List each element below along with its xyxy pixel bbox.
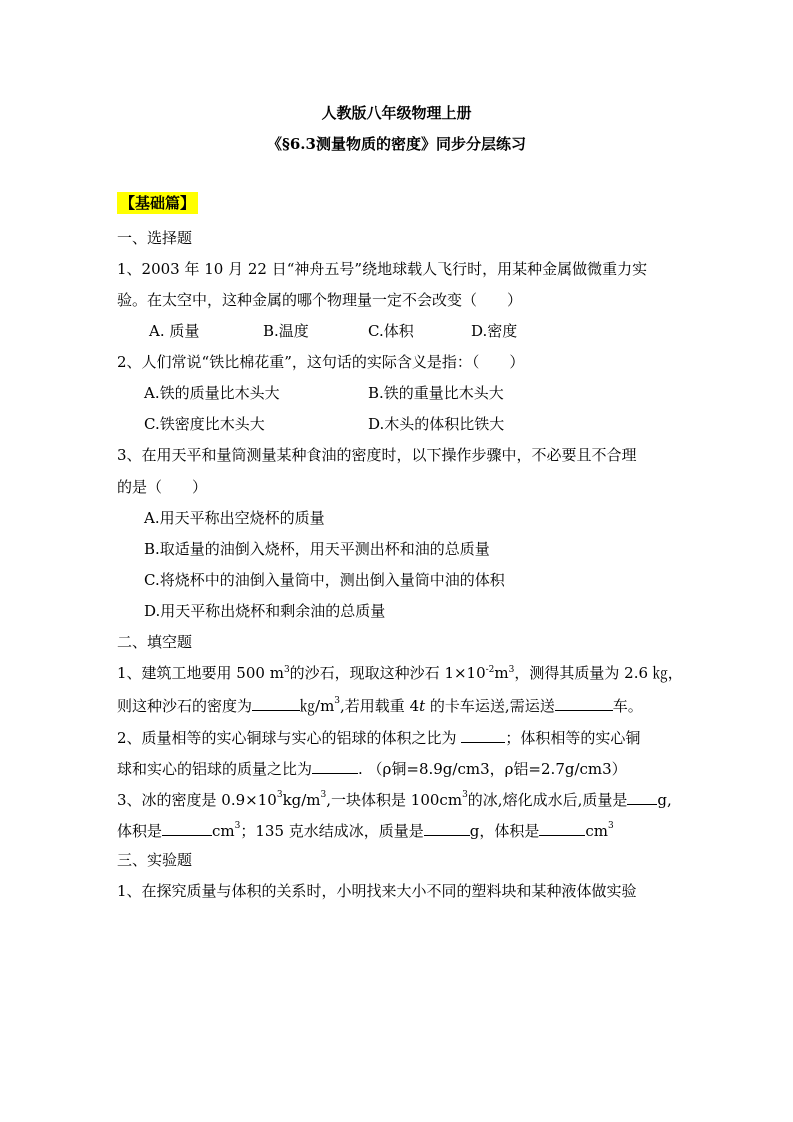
section-heading-fill: 二、填空题: [117, 633, 193, 651]
fill-q1-line2: 则这种沙石的密度为 $㎏/m^3$,若用载重 4t 的卡车运送,需运送 车。: [117, 696, 643, 715]
answer-blank[interactable]: [312, 757, 358, 774]
choice-q3-option-d: D.用天平称出烧杯和剩余油的总质量: [144, 602, 386, 620]
level-badge: 【基础篇】: [117, 192, 198, 214]
choice-q3-line1: 3、在用天平和量筒测量某种食油的密度时，以下操作步骤中，不必要且不合理: [117, 446, 637, 464]
experiment-q1-line1: 1、在探究质量与体积的关系时，小明找来大小不同的塑料块和某种液体做实验: [117, 882, 637, 900]
choice-q1-option-a: A. 质量: [149, 322, 200, 340]
choice-q3-option-b: B.取适量的油倒入烧杯，用天平测出杯和油的总质量: [144, 540, 490, 558]
fill-q2-line2: 球和实心的铝球的质量之比为 . （ρ铜=8.9g/cm3，ρ铝=2.7g/cm3）: [117, 757, 627, 779]
choice-q3-option-c: C.将烧杯中的油倒入量筒中，测出倒入量筒中油的体积: [144, 571, 505, 589]
choice-q2-option-a: A.铁的质量比木头大: [144, 384, 280, 402]
choice-q3-option-a: A.用天平称出空烧杯的质量: [144, 509, 325, 527]
choice-q2-option-b: B.铁的重量比木头大: [368, 384, 504, 402]
choice-q1-line2: 验。在太空中，这种金属的哪个物理量一定不会改变（ ）: [117, 291, 523, 309]
answer-blank[interactable]: [424, 819, 470, 836]
choice-q1-option-d: D.密度: [471, 322, 518, 340]
choice-q1-option-b: B.温度: [263, 322, 309, 340]
answer-blank[interactable]: [539, 819, 585, 836]
choice-q3-line2: 的是（ ）: [117, 478, 208, 496]
choice-q2-option-c: C.铁密度比木头大: [144, 415, 265, 433]
fill-q3-line1: 3、冰的密度是 $0.9\times 10^3kg/m^3$,一块体积是 $100cm^3$的冰,熔化成水后,质量是 g,: [117, 790, 672, 809]
document-title: 人教版八年级物理上册: [321, 104, 472, 122]
fill-q3-line2: 体积是 $cm^3$；135 克水结成冰，质量是 g，体积是 $cm^3$: [117, 821, 614, 840]
answer-blank[interactable]: [252, 694, 300, 711]
choice-q1-line1: 1、2003 年 10 月 22 日“神舟五号”绕地球载人飞行时，用某种金属做微重力实: [117, 260, 648, 278]
answer-blank[interactable]: [627, 788, 657, 805]
document-subtitle: 《§6.3测量物质的密度》同步分层练习: [267, 135, 526, 153]
choice-q2-line1: 2、人们常说“铁比棉花重”，这句话的实际含义是指：（ ）: [117, 353, 525, 371]
fill-q1-line1: 1、建筑工地要用 500 $m^3$的沙石，现取这种沙石 $1\times 10^{-2}m^3$，测得其质量为 2.6 ㎏，: [117, 664, 683, 682]
choice-q2-option-d: D.木头的体积比铁大: [368, 415, 505, 433]
choice-q1-option-c: C.体积: [368, 322, 414, 340]
answer-blank[interactable]: [162, 819, 212, 836]
section-heading-choice: 一、选择题: [117, 229, 193, 247]
answer-blank[interactable]: [555, 694, 613, 711]
fill-q2-line1: 2、质量相等的实心铜球与实心的铝球的体积之比为 ；体积相等的实心铜: [117, 726, 640, 748]
answer-blank[interactable]: [461, 726, 505, 743]
section-heading-experiment: 三、实验题: [117, 851, 193, 869]
